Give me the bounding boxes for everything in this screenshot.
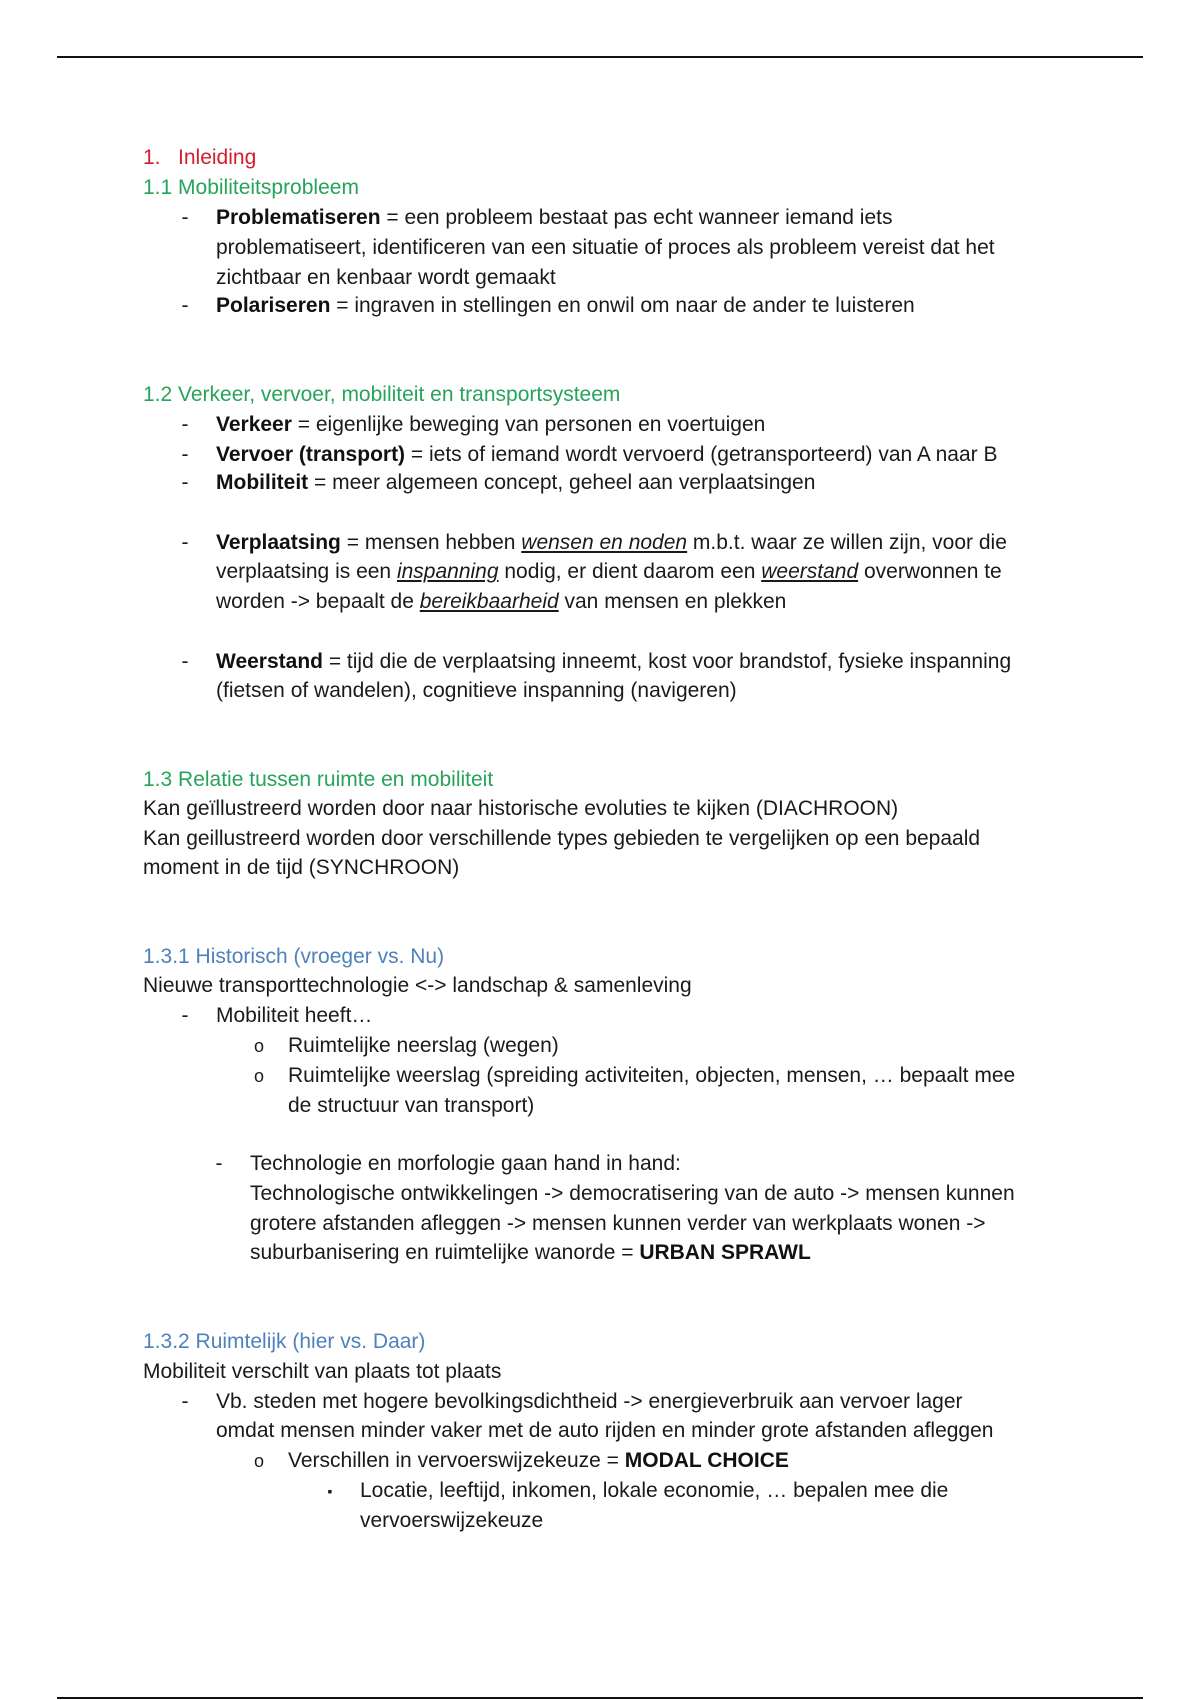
bullet-verplaatsing <box>216 528 1007 558</box>
bullet-mobiliteit <box>216 468 815 498</box>
heading-title: Inleiding <box>178 146 257 169</box>
text: overwonnen te <box>858 560 1002 583</box>
dash-bullet: - <box>181 1004 189 1027</box>
bullet-line <box>216 587 786 617</box>
term: Vervoer (transport) <box>216 443 406 466</box>
bold-term: URBAN SPRAWL <box>639 1241 811 1264</box>
term: Polariseren <box>216 294 331 317</box>
bullet-line <box>250 1238 811 1268</box>
dash-bullet: - <box>181 206 189 229</box>
sub-bullet-line: Ruimtelijke neerslag (wegen) <box>288 1034 559 1057</box>
section-title-1-3-2: 1.3.2 Ruimtelijk (hier vs. Daar) <box>143 1330 426 1353</box>
bullet-polariseren <box>216 291 915 321</box>
bullet-verkeer <box>216 410 765 440</box>
dash-bullet: - <box>181 294 189 317</box>
text: Verschillen in vervoerswijzekeuze = <box>288 1449 625 1472</box>
definition: = meer algemeen concept, geheel aan verplaatsingen <box>308 471 816 494</box>
bullet-line: Mobiliteit heeft… <box>216 1004 373 1027</box>
sub-bullet-line: de structuur van transport) <box>288 1094 535 1117</box>
sub-bullet-line <box>288 1446 789 1476</box>
dash-bullet: - <box>181 531 189 554</box>
square-bullet: ▪ <box>327 1483 333 1499</box>
definition: = tijd die de verplaatsing inneemt, kost voor brandstof, fysieke inspanning <box>322 650 1012 673</box>
paragraph: Kan geïllustreerd worden door naar historische evoluties te kijken (DIACHROON) <box>143 797 899 820</box>
circle-bullet: o <box>253 1451 264 1471</box>
bottom-rule <box>57 1697 1143 1699</box>
term: Mobiliteit <box>216 471 309 494</box>
bullet-line: Technologie en morfologie gaan hand in hand: <box>250 1152 681 1175</box>
text: worden -> bepaalt de <box>216 590 420 613</box>
bullet-line: (fietsen of wandelen), cognitieve inspanning (navigeren) <box>216 679 737 702</box>
dash-bullet: - <box>181 650 189 673</box>
bullet-line: Technologische ontwikkelingen -> democratisering van de auto -> mensen kunnen <box>250 1182 1015 1205</box>
bullet-line <box>216 557 1002 587</box>
bullet-problematiseren <box>216 203 892 233</box>
term: Problematiseren <box>216 206 381 229</box>
bold-term: MODAL CHOICE <box>624 1449 789 1472</box>
underlined-term: bereikbaarheid <box>419 590 559 613</box>
text: van mensen en plekken <box>558 590 787 613</box>
circle-bullet: o <box>253 1066 264 1086</box>
bullet-line: Vb. steden met hogere bevolkingsdichtheid -> energieverbruik aan vervoer lager <box>216 1390 963 1413</box>
dash-bullet: - <box>181 1390 189 1413</box>
section-title-1-2: 1.2 Verkeer, vervoer, mobiliteit en transportsysteem <box>143 383 621 406</box>
circle-bullet: o <box>253 1036 264 1056</box>
term: Weerstand <box>216 650 323 673</box>
bullet-weerstand <box>216 647 1011 677</box>
section-title-1-3: 1.3 Relatie tussen ruimte en mobiliteit <box>143 768 494 791</box>
text: suburbanisering en ruimtelijke wanorde = <box>250 1241 640 1264</box>
text: = mensen hebben <box>340 531 522 554</box>
top-rule <box>57 56 1143 58</box>
dash-bullet: - <box>181 443 189 466</box>
underlined-term: wensen en noden <box>521 531 688 554</box>
sub-sub-bullet-line: vervoerswijzekeuze <box>360 1509 544 1532</box>
text: verplaatsing is een <box>216 560 397 583</box>
underlined-term: weerstand <box>761 560 859 583</box>
paragraph: moment in de tijd (SYNCHROON) <box>143 856 460 879</box>
text: m.b.t. waar ze willen zijn, voor die <box>687 531 1007 554</box>
dash-bullet: - <box>181 471 189 494</box>
section-title-1-1: 1.1 Mobiliteitsprobleem <box>143 176 359 199</box>
bullet-vervoer <box>216 440 997 470</box>
term: Verkeer <box>216 413 292 436</box>
text: nodig, er dient daarom een <box>498 560 762 583</box>
bullet-line: zichtbaar en kenbaar wordt gemaakt <box>216 266 556 289</box>
sub-bullet-line: Ruimtelijke weerslag (spreiding activiteiten, objecten, mensen, … bepaalt mee <box>288 1064 1016 1087</box>
paragraph: Nieuwe transporttechnologie <-> landschap & samenleving <box>143 974 692 997</box>
bullet-line: grotere afstanden afleggen -> mensen kunnen verder van werkplaats wonen -> <box>250 1212 986 1235</box>
dash-bullet: - <box>181 413 189 436</box>
sub-sub-bullet-line: Locatie, leeftijd, inkomen, lokale economie, … bepalen mee die <box>360 1479 949 1502</box>
definition: = ingraven in stellingen en onwil om naar de ander te luisteren <box>330 294 915 317</box>
dash-bullet: - <box>215 1152 223 1175</box>
definition: = eigenlijke beweging van personen en voertuigen <box>291 413 766 436</box>
term: Verplaatsing <box>216 531 341 554</box>
section-title-1-3-1: 1.3.1 Historisch (vroeger vs. Nu) <box>143 945 445 968</box>
bullet-line: problematiseert, identificeren van een situatie of proces als probleem vereist dat het <box>216 236 995 259</box>
heading-1 <box>143 143 256 173</box>
underlined-term: inspanning <box>396 560 499 583</box>
heading-number: 1. <box>143 146 161 169</box>
definition: = een probleem bestaat pas echt wanneer iemand iets <box>380 206 893 229</box>
paragraph: Mobiliteit verschilt van plaats tot plaats <box>143 1360 502 1383</box>
definition: = iets of iemand wordt vervoerd (getransporteerd) van A naar B <box>405 443 998 466</box>
bullet-line: omdat mensen minder vaker met de auto rijden en minder grote afstanden afleggen <box>216 1419 994 1442</box>
paragraph: Kan geillustreerd worden door verschillende types gebieden te vergelijken op een bepaald <box>143 827 981 850</box>
